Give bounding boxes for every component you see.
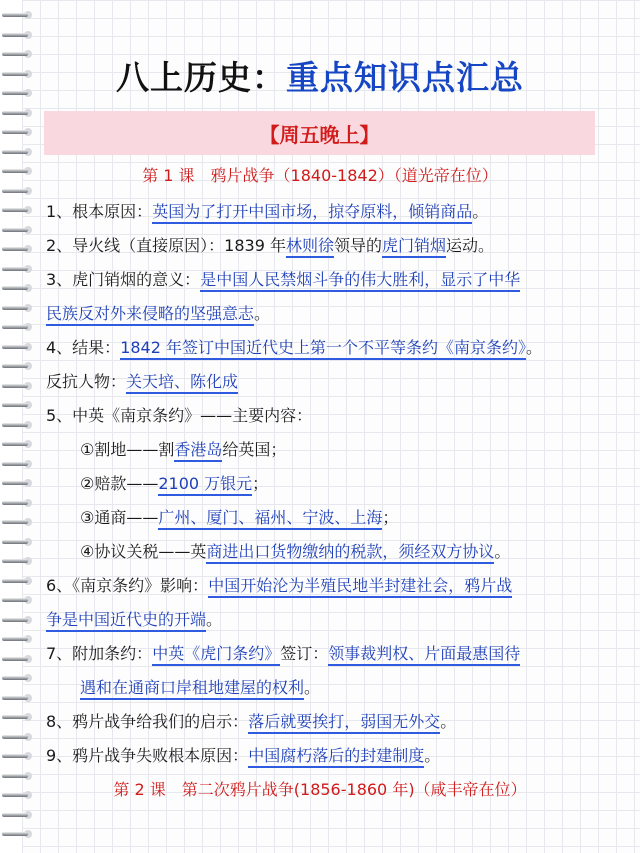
item-end: 。 bbox=[424, 746, 441, 765]
item-end: 。 bbox=[472, 202, 489, 221]
item-1 bbox=[46, 199, 488, 222]
sub-item-1 bbox=[80, 437, 286, 460]
item-end: 运动。 bbox=[446, 236, 495, 255]
spiral-ring bbox=[2, 322, 32, 332]
sub-item-2 bbox=[80, 471, 268, 494]
highlight: 是中国人民禁烟斗争的伟大胜利，显示了中华 bbox=[200, 270, 520, 292]
spiral-ring bbox=[2, 595, 32, 605]
highlight: 广州、厦门、福州、宁波、上海 bbox=[158, 508, 382, 530]
spiral-ring bbox=[2, 576, 32, 586]
highlight: 1842 年签订中国近代史上第一个不平等条约《南京条约》 bbox=[120, 338, 526, 360]
item-7 bbox=[46, 641, 520, 664]
item-7-cont bbox=[80, 675, 320, 698]
spiral-ring bbox=[2, 361, 32, 371]
item-label: 4、结果： bbox=[46, 338, 121, 357]
title-part2: 重点知识点汇总 bbox=[286, 58, 524, 97]
highlight-treaty: 中英《虎门条约》 bbox=[152, 644, 280, 666]
sub-item-3 bbox=[80, 505, 398, 528]
item-label: 6、《南京条约》影响： bbox=[46, 576, 209, 595]
highlight: 领事裁判权、片面最惠国待 bbox=[328, 644, 520, 666]
item-end: 。 bbox=[304, 678, 321, 697]
item-label: 5、中英《南京条约》——主要内容： bbox=[46, 406, 313, 425]
item-label: ①割地——割 bbox=[80, 440, 175, 459]
spiral-ring bbox=[2, 244, 32, 254]
spiral-ring bbox=[2, 478, 32, 488]
section-banner bbox=[44, 111, 595, 155]
spiral-ring bbox=[2, 283, 32, 293]
spiral-ring bbox=[2, 634, 32, 644]
page-title bbox=[0, 52, 640, 99]
spiral-ring bbox=[2, 537, 32, 547]
item-9 bbox=[46, 743, 440, 766]
spiral-binding bbox=[0, 0, 40, 853]
spiral-ring bbox=[2, 712, 32, 722]
sub-item-4 bbox=[80, 539, 510, 562]
item-label: 反抗人物： bbox=[46, 372, 127, 391]
item-6 bbox=[46, 573, 512, 596]
highlight: 民族反对外来侵略的坚强意志 bbox=[46, 304, 254, 326]
spiral-ring bbox=[2, 517, 32, 527]
highlight: 英国为了打开中国市场，掠夺原料，倾销商品 bbox=[152, 202, 472, 224]
spiral-ring bbox=[2, 829, 32, 839]
spiral-ring bbox=[2, 673, 32, 683]
highlight: 遇和在通商口岸租地建屋的权利 bbox=[80, 678, 304, 700]
spiral-ring bbox=[2, 381, 32, 391]
spiral-ring bbox=[2, 654, 32, 664]
item-mid: 签订： bbox=[280, 644, 329, 663]
spiral-ring bbox=[2, 147, 32, 157]
spiral-ring bbox=[2, 186, 32, 196]
spiral-ring bbox=[2, 225, 32, 235]
spiral-ring bbox=[2, 498, 32, 508]
spiral-ring bbox=[2, 751, 32, 761]
item-end: 给英国； bbox=[222, 440, 287, 459]
lesson-2-heading: 第 2 课 第二次鸦片战争(1856-1860 年)（咸丰帝在位） bbox=[113, 780, 527, 799]
item-5 bbox=[46, 403, 312, 426]
spiral-ring bbox=[2, 205, 32, 215]
item-mid: 领导的 bbox=[334, 236, 383, 255]
item-6-cont bbox=[46, 607, 222, 630]
item-end: 。 bbox=[526, 338, 543, 357]
lesson-1-heading: 第 1 课 鸦片战争（1840-1842）（道光帝在位） bbox=[142, 166, 498, 185]
highlight-event: 虎门销烟 bbox=[382, 236, 446, 258]
spiral-ring bbox=[2, 10, 32, 20]
item-label: ④协议关税——英 bbox=[80, 542, 207, 561]
highlight: 中国腐朽落后的封建制度 bbox=[248, 746, 424, 768]
item-end: 。 bbox=[254, 304, 271, 323]
spiral-ring bbox=[2, 342, 32, 352]
item-end: 。 bbox=[440, 712, 457, 731]
spiral-ring bbox=[2, 127, 32, 137]
highlight: 香港岛 bbox=[174, 440, 222, 462]
highlight: 中国开始沦为半殖民地半封建社会，鸦片战 bbox=[208, 576, 512, 598]
highlight: 争是中国近代史的开端 bbox=[46, 610, 206, 632]
spiral-ring bbox=[2, 732, 32, 742]
spiral-ring bbox=[2, 264, 32, 274]
spiral-ring bbox=[2, 303, 32, 313]
item-label: 9、鸦片战争失败根本原因： bbox=[46, 746, 249, 765]
item-3 bbox=[46, 267, 520, 290]
title-part1: 八上历史： bbox=[116, 58, 286, 97]
highlight: 关天培、陈化成 bbox=[126, 372, 238, 394]
item-label: 7、附加条约： bbox=[46, 644, 153, 663]
spiral-ring bbox=[2, 400, 32, 410]
item-2 bbox=[46, 233, 494, 256]
item-label: 2、导火线（直接原因）：1839 年 bbox=[46, 236, 286, 255]
item-8 bbox=[46, 709, 456, 732]
item-label: ③通商—— bbox=[80, 508, 159, 527]
spiral-ring bbox=[2, 459, 32, 469]
banner-text: 【周五晚上】 bbox=[259, 122, 380, 147]
highlight: 2100 万银元 bbox=[158, 474, 252, 496]
item-end: ； bbox=[382, 508, 399, 527]
item-end: 。 bbox=[206, 610, 223, 629]
spiral-ring bbox=[2, 108, 32, 118]
spiral-ring bbox=[2, 693, 32, 703]
spiral-ring bbox=[2, 420, 32, 430]
spiral-ring bbox=[2, 439, 32, 449]
item-label: 8、鸦片战争给我们的启示： bbox=[46, 712, 249, 731]
highlight-person: 林则徐 bbox=[286, 236, 334, 258]
spiral-ring bbox=[2, 810, 32, 820]
resistance-figures bbox=[46, 369, 238, 392]
item-label: 3、虎门销烟的意义： bbox=[46, 270, 201, 289]
item-label: ②赔款—— bbox=[80, 474, 159, 493]
highlight: 落后就要挨打，弱国无外交 bbox=[248, 712, 440, 734]
item-label: 1、根本原因： bbox=[46, 202, 153, 221]
spiral-ring bbox=[2, 615, 32, 625]
item-4 bbox=[46, 335, 542, 358]
spiral-ring bbox=[2, 556, 32, 566]
highlight: 商进出口货物缴纳的税款，须经双方协议 bbox=[206, 542, 494, 564]
item-end: 。 bbox=[494, 542, 511, 561]
item-end: ； bbox=[252, 474, 269, 493]
spiral-ring bbox=[2, 30, 32, 40]
item-3-cont bbox=[46, 301, 270, 324]
